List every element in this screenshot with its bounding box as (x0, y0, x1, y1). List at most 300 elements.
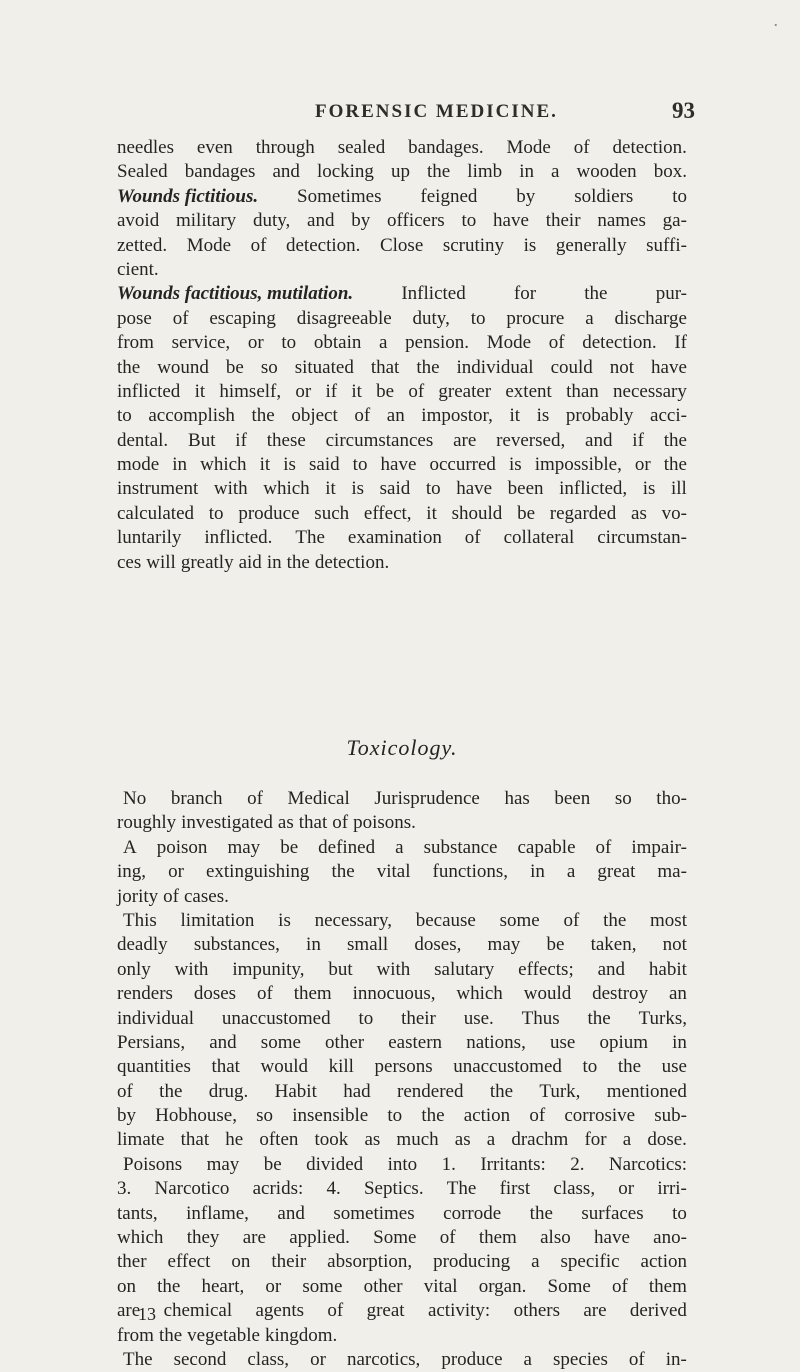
word: in (172, 454, 188, 476)
word: often (259, 1129, 299, 1151)
word: are (242, 1227, 266, 1249)
word: pension. (405, 332, 470, 354)
word: to (387, 1105, 403, 1127)
text-line (117, 331, 687, 355)
word: the (427, 161, 451, 183)
word: with (376, 958, 411, 980)
word: only (117, 958, 151, 980)
folio-mark: 13 (138, 1304, 156, 1324)
word: they (186, 1227, 220, 1249)
text-line (117, 836, 687, 860)
word: produce (441, 1348, 503, 1370)
word: are (583, 1300, 607, 1322)
word: and (597, 958, 626, 980)
word: of (250, 234, 267, 256)
word: cient. (117, 258, 159, 280)
word: have (380, 454, 417, 476)
word: a (486, 1129, 496, 1151)
word: to (470, 307, 486, 329)
word: effects; (518, 958, 574, 980)
word: probably (565, 405, 634, 427)
word: of (332, 812, 349, 834)
word: on (117, 1275, 136, 1297)
word: zetted. (117, 234, 168, 256)
word: that (180, 1129, 210, 1151)
word: scrutiny (442, 234, 505, 256)
word: officers (387, 210, 445, 232)
word: inflicted (117, 380, 181, 402)
word: the (251, 405, 275, 427)
word: it (351, 380, 362, 402)
word: is (508, 454, 522, 476)
word: in- (665, 1348, 687, 1370)
word: use (661, 1056, 687, 1078)
word: had (343, 1080, 371, 1102)
word: to (672, 185, 687, 207)
word: The (446, 1178, 477, 1200)
word: ther (117, 1251, 147, 1273)
word: if (632, 429, 644, 451)
word: dose. (647, 1129, 687, 1151)
word: impostor, (421, 405, 493, 427)
word: Sometimes (297, 185, 382, 207)
text-line (117, 282, 687, 306)
word: tants, (117, 1202, 158, 1224)
word: unaccustomed (221, 1007, 331, 1029)
word: detection. (314, 551, 390, 573)
word: Narcotics: (608, 1153, 687, 1175)
word: Medical (287, 788, 350, 809)
word: up (390, 161, 410, 183)
word: most (650, 909, 687, 931)
word: not (662, 934, 687, 956)
word: detection. (582, 332, 657, 354)
word: have (651, 356, 687, 378)
word: should (451, 502, 503, 524)
word: is (523, 234, 537, 256)
word: be (225, 356, 244, 378)
word: other (325, 1031, 365, 1053)
word: heart, (201, 1275, 245, 1297)
word: them (478, 1227, 517, 1249)
word: will (146, 551, 176, 573)
word: from (117, 1324, 154, 1346)
word: aid (238, 551, 262, 573)
text-line (117, 356, 687, 380)
word: or (310, 1348, 326, 1370)
word: vital (423, 1275, 458, 1297)
word: others (513, 1300, 560, 1322)
word: accomplish (148, 405, 235, 427)
word: bandages. (408, 137, 484, 158)
word: some (260, 1031, 301, 1053)
word: the (663, 429, 687, 451)
word: collateral (503, 527, 575, 549)
word: avoid (117, 210, 160, 232)
word: to (352, 454, 368, 476)
word: investigated (181, 812, 273, 834)
text-line (117, 160, 687, 184)
word: produce (238, 502, 300, 524)
word: sealed (337, 137, 386, 158)
word: been (507, 478, 544, 500)
word: the (331, 861, 355, 883)
word: activity: (427, 1300, 491, 1322)
italic-heading: Wounds fictitious. (117, 185, 259, 207)
word: poisons. (353, 812, 416, 834)
word: divided (306, 1153, 364, 1175)
text-line (117, 209, 687, 233)
word: have (594, 1227, 630, 1249)
word: even (196, 137, 233, 158)
word: of (573, 137, 590, 158)
word: some (499, 909, 540, 931)
word: pose (117, 307, 152, 329)
word: obtain (313, 332, 362, 354)
word: vo- (661, 502, 687, 524)
word: corrode (443, 1202, 502, 1224)
word: to (281, 332, 297, 354)
word: to (358, 1007, 374, 1029)
text-line (117, 1153, 687, 1177)
word: is (283, 454, 296, 476)
text-line (117, 1226, 687, 1250)
word: wooden (576, 161, 637, 183)
word: is (278, 909, 291, 931)
word: impossible, (534, 454, 622, 476)
word: Sealed (117, 161, 168, 183)
word: great (597, 861, 636, 883)
word: the (663, 454, 687, 476)
word: suffi- (646, 234, 687, 256)
word: duty, (412, 307, 450, 329)
word: luntarily (117, 527, 182, 549)
word: This (123, 909, 157, 931)
word: small (347, 934, 389, 956)
word: a (551, 161, 560, 183)
word: habit (648, 958, 687, 980)
word: regarded (549, 502, 617, 524)
word: also (540, 1227, 571, 1249)
section-body (117, 787, 687, 1372)
word: substance (423, 836, 498, 858)
word: kill (328, 1056, 354, 1078)
page-number: 93 (672, 98, 695, 123)
word: in (672, 1031, 687, 1053)
word: to (461, 210, 477, 232)
text-line (117, 860, 687, 884)
text-line (117, 1104, 687, 1128)
word: detection. (612, 137, 687, 158)
word: ano- (653, 1227, 687, 1249)
word: the (157, 1275, 181, 1297)
word: dental. (117, 429, 169, 451)
word: ga- (662, 210, 687, 232)
word: in (266, 551, 282, 573)
text-line (117, 1250, 687, 1274)
word: the (603, 909, 627, 931)
text-line (117, 1202, 687, 1226)
word: said (379, 478, 411, 500)
word: 2. (570, 1153, 585, 1175)
word: the (286, 551, 310, 573)
word: them (293, 983, 332, 1005)
word: A (123, 836, 137, 858)
word: taken, (590, 934, 637, 956)
word: absorption, (327, 1251, 413, 1273)
word: circumstances (325, 429, 434, 451)
word: of (256, 983, 273, 1005)
word: impair- (631, 836, 687, 858)
word: himself, (219, 380, 282, 402)
word: as (364, 1129, 381, 1151)
text-line (117, 787, 687, 811)
word: acci- (650, 405, 687, 427)
word: defined (318, 836, 376, 858)
word: may (206, 1153, 240, 1175)
word: of (548, 332, 565, 354)
word: or (247, 332, 264, 354)
word: box. (653, 161, 687, 183)
word: persons (374, 1056, 433, 1078)
word: functions, (432, 861, 509, 883)
word: destroy (592, 983, 649, 1005)
word: be (263, 1153, 282, 1175)
word: as (277, 812, 294, 834)
word: surfaces (581, 1202, 644, 1224)
word: of (611, 1275, 628, 1297)
word: or (265, 1275, 282, 1297)
word: 1. (441, 1153, 456, 1175)
text-line (117, 909, 687, 933)
word: or (168, 861, 184, 883)
word: 3. (117, 1178, 132, 1200)
word: organ. (478, 1275, 527, 1297)
word: impunity, (232, 958, 305, 980)
word: effect, (363, 502, 412, 524)
word: is (351, 478, 365, 500)
text-line (117, 811, 687, 835)
word: or (634, 454, 651, 476)
word: instrument (117, 478, 199, 500)
word: circumstan- (597, 527, 687, 549)
word: that (298, 812, 328, 834)
word: of (354, 405, 371, 427)
word: salutary (434, 958, 495, 980)
word: sub- (654, 1105, 687, 1127)
word: class, (553, 1178, 596, 1200)
word: opium (599, 1031, 648, 1053)
word: by (516, 185, 536, 207)
word: the (587, 1007, 611, 1029)
word: their (401, 1007, 436, 1029)
word: the (159, 1080, 183, 1102)
word: them (648, 1275, 687, 1297)
text-line (117, 453, 687, 477)
word: ma- (657, 861, 687, 883)
text-line (117, 502, 687, 526)
word: may (227, 836, 261, 858)
word: drug. (208, 1080, 249, 1102)
word: rendered (397, 1080, 464, 1102)
text-line (117, 958, 687, 982)
word: in (306, 934, 321, 956)
word: in (530, 861, 545, 883)
text-line (117, 1177, 687, 1201)
word: ing, (117, 861, 147, 883)
word: innocuous, (352, 983, 436, 1005)
word: with (174, 958, 209, 980)
word: branch (170, 788, 223, 809)
word: be (546, 934, 565, 956)
word: chemical (163, 1300, 233, 1322)
word: of (439, 1227, 456, 1249)
word: Turk, (539, 1080, 581, 1102)
text-line (117, 380, 687, 404)
word: or (618, 1178, 635, 1200)
word: individual (456, 356, 534, 378)
text-line (117, 1299, 687, 1323)
word: been (554, 788, 591, 809)
word: great (366, 1300, 405, 1322)
word: as (631, 502, 647, 524)
word: doses (193, 983, 237, 1005)
word: soldiers (574, 185, 634, 207)
word: kingdom. (264, 1324, 338, 1346)
text-line (117, 1031, 687, 1055)
word: that (211, 1056, 240, 1078)
word: unaccustomed (453, 1056, 562, 1078)
word: irri- (657, 1178, 687, 1200)
text-line (117, 526, 687, 550)
word: which (263, 478, 310, 500)
word: of (595, 836, 612, 858)
word: a (566, 861, 576, 883)
word: to (208, 502, 224, 524)
word: he (225, 1129, 244, 1151)
word: occurred (429, 454, 496, 476)
word: to (425, 478, 441, 500)
word: may (487, 934, 521, 956)
word: or (295, 380, 312, 402)
word: of (529, 1105, 546, 1127)
word: limate (117, 1129, 165, 1151)
word: The (295, 527, 325, 549)
word: Poisons (123, 1153, 183, 1175)
word: Turks, (638, 1007, 687, 1029)
word: doses, (414, 934, 462, 956)
word: would (260, 1056, 309, 1078)
word: Septics. (363, 1178, 424, 1200)
word: renders (117, 983, 173, 1005)
word: have (493, 210, 529, 232)
word: the (584, 283, 608, 305)
word: of (117, 1080, 133, 1102)
word: an (386, 405, 405, 427)
word: situated (294, 356, 354, 378)
word: applied. (289, 1227, 350, 1249)
word: not (609, 356, 635, 378)
word: but (328, 958, 353, 980)
text-line (117, 1348, 687, 1372)
word: that (370, 356, 400, 378)
word: names (597, 210, 646, 232)
word: sometimes (333, 1202, 415, 1224)
word: acrids: (252, 1178, 304, 1200)
word: service, (171, 332, 231, 354)
word: specific (560, 1251, 620, 1273)
word: calculated (117, 502, 195, 524)
text-line (117, 1128, 687, 1152)
word: as (454, 1129, 471, 1151)
word: corrosive (564, 1105, 636, 1127)
word: are (453, 429, 477, 451)
word: Some (373, 1227, 417, 1249)
word: extinguishing (205, 861, 310, 883)
word: inflame, (186, 1202, 249, 1224)
text-line (117, 185, 687, 209)
word: vegetable (187, 1324, 260, 1346)
word: bandages (184, 161, 256, 183)
word: examination (347, 527, 442, 549)
word: vital (376, 861, 411, 883)
word: limitation (180, 909, 255, 931)
word: nations, (466, 1031, 526, 1053)
word: individual (117, 1007, 195, 1029)
word: Mode (506, 137, 551, 158)
word: escaping (209, 307, 276, 329)
word: so (256, 1105, 274, 1127)
word: it (259, 454, 271, 476)
word: be (517, 502, 536, 524)
word: which (456, 983, 503, 1005)
word: the (617, 1056, 642, 1078)
word: it (194, 380, 206, 402)
text-line (117, 1324, 687, 1348)
word: greater (438, 380, 492, 402)
word: Inflicted (401, 283, 466, 305)
word: The (123, 1348, 153, 1370)
word: derived (629, 1300, 687, 1322)
word: are (117, 1300, 141, 1322)
word: of (563, 909, 580, 931)
word: of (628, 1348, 645, 1370)
word: a (585, 307, 594, 329)
word: tho- (656, 788, 687, 809)
word: quantities (117, 1056, 191, 1078)
word: and (585, 429, 613, 451)
text-line (117, 404, 687, 428)
word: would (523, 983, 572, 1005)
word: through (255, 137, 315, 158)
word: Jurisprudence (374, 788, 480, 809)
word: action (463, 1105, 511, 1127)
word: Some (547, 1275, 591, 1297)
word: limb (467, 161, 503, 183)
italic-heading: Wounds factitious, mutilation. (117, 283, 354, 305)
word: could (550, 356, 593, 378)
word: generally (555, 234, 627, 256)
word: a (379, 332, 388, 354)
text-line (117, 982, 687, 1006)
word: a (622, 1129, 632, 1151)
word: be (376, 380, 395, 402)
word: species (553, 1348, 608, 1370)
word: with (213, 478, 248, 500)
text-line (117, 1007, 687, 1031)
word: if (325, 380, 338, 402)
word: But (188, 429, 216, 451)
